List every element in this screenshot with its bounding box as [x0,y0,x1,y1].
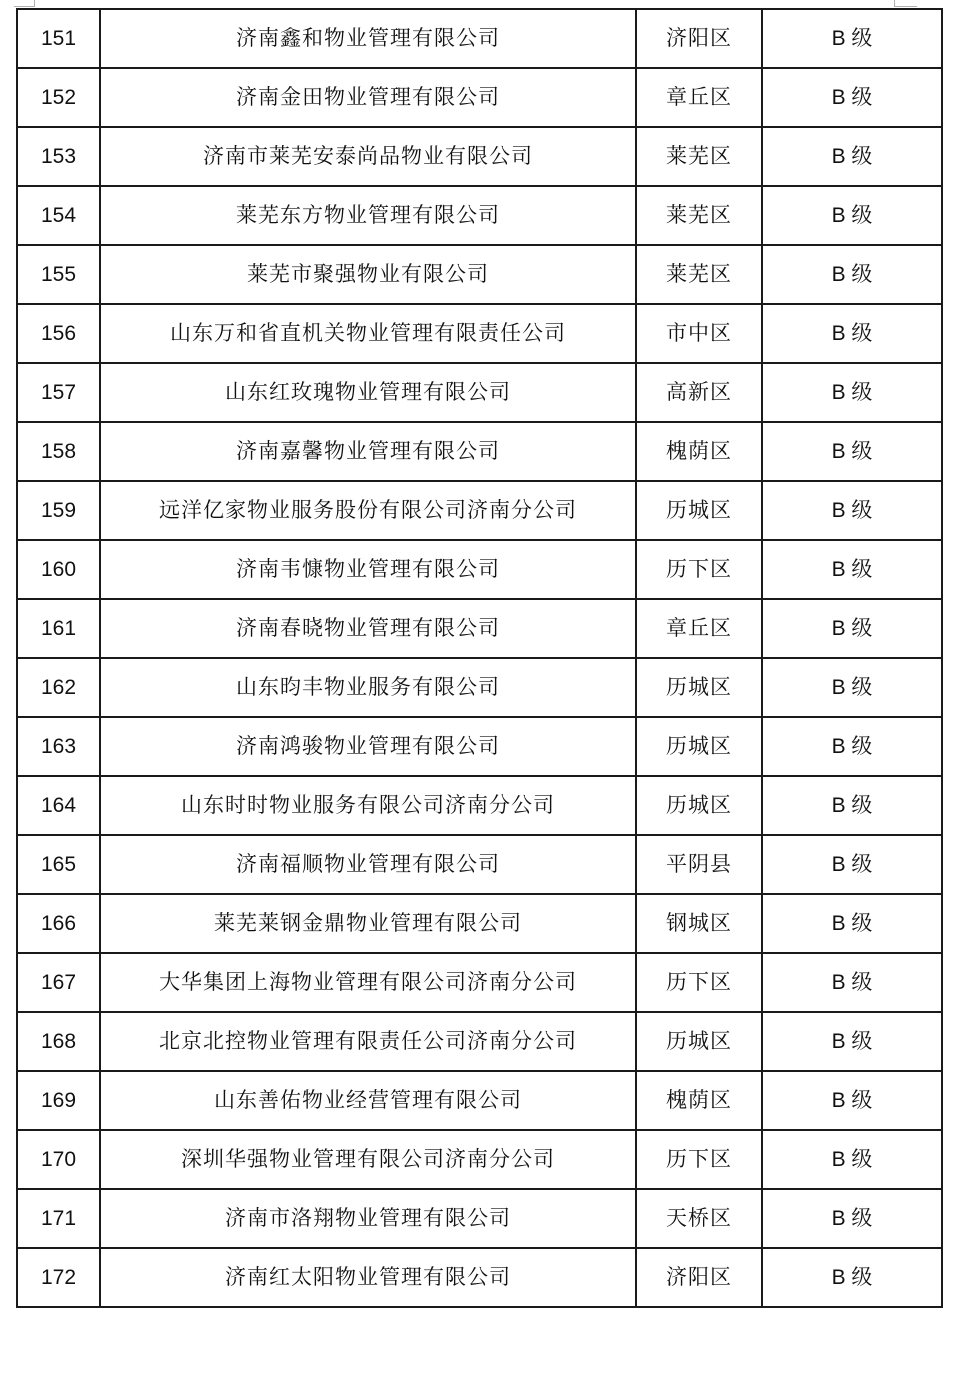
grade-cell: B 级 [762,1012,942,1071]
row-number-cell: 169 [17,1071,100,1130]
district-cell: 章丘区 [636,68,762,127]
row-number-cell: 160 [17,540,100,599]
grade-cell: B 级 [762,186,942,245]
district-cell: 槐荫区 [636,422,762,481]
table-row [17,245,942,304]
company-name-cell: 济南鸿骏物业管理有限公司 [100,717,636,776]
table-row [17,599,942,658]
row-number-cell: 156 [17,304,100,363]
table-row [17,363,942,422]
grade-cell: B 级 [762,835,942,894]
table-row [17,68,942,127]
company-name-cell: 山东红玫瑰物业管理有限公司 [100,363,636,422]
row-number-cell: 152 [17,68,100,127]
company-name-cell: 济南韦慷物业管理有限公司 [100,540,636,599]
row-number-cell: 166 [17,894,100,953]
grade-cell: B 级 [762,422,942,481]
company-name-cell: 大华集团上海物业管理有限公司济南分公司 [100,953,636,1012]
grade-cell: B 级 [762,9,942,68]
district-cell: 章丘区 [636,599,762,658]
grade-cell: B 级 [762,776,942,835]
district-cell: 济阳区 [636,1248,762,1307]
company-name-cell: 莱芜东方物业管理有限公司 [100,186,636,245]
company-name-cell: 山东万和省直机关物业管理有限责任公司 [100,304,636,363]
table-row [17,835,942,894]
grade-cell: B 级 [762,127,942,186]
table-row [17,540,942,599]
table-row [17,304,942,363]
row-number-cell: 159 [17,481,100,540]
property-company-rating-table [16,8,943,1308]
row-number-cell: 165 [17,835,100,894]
district-cell: 天桥区 [636,1189,762,1248]
crop-mark-left [14,0,35,7]
row-number-cell: 163 [17,717,100,776]
grade-cell: B 级 [762,1071,942,1130]
district-cell: 槐荫区 [636,1071,762,1130]
grade-cell: B 级 [762,1189,942,1248]
district-cell: 历城区 [636,776,762,835]
company-name-cell: 远洋亿家物业服务股份有限公司济南分公司 [100,481,636,540]
table-row [17,9,942,68]
district-cell: 历城区 [636,658,762,717]
district-cell: 历城区 [636,717,762,776]
grade-cell: B 级 [762,599,942,658]
table-row [17,953,942,1012]
company-name-cell: 莱芜市聚强物业有限公司 [100,245,636,304]
crop-mark-right [894,0,917,7]
grade-cell: B 级 [762,363,942,422]
table-row [17,481,942,540]
company-name-cell: 济南市莱芜安泰尚品物业有限公司 [100,127,636,186]
district-cell: 历下区 [636,1130,762,1189]
table-row [17,127,942,186]
company-name-cell: 济南金田物业管理有限公司 [100,68,636,127]
district-cell: 历下区 [636,953,762,1012]
district-cell: 莱芜区 [636,186,762,245]
company-name-cell: 济南春晓物业管理有限公司 [100,599,636,658]
table-row [17,717,942,776]
grade-cell: B 级 [762,540,942,599]
district-cell: 莱芜区 [636,245,762,304]
table-row [17,776,942,835]
table-row [17,1189,942,1248]
district-cell: 济阳区 [636,9,762,68]
company-name-cell: 山东善佑物业经营管理有限公司 [100,1071,636,1130]
grade-cell: B 级 [762,894,942,953]
district-cell: 高新区 [636,363,762,422]
row-number-cell: 162 [17,658,100,717]
grade-cell: B 级 [762,717,942,776]
grade-cell: B 级 [762,953,942,1012]
row-number-cell: 151 [17,9,100,68]
table-row [17,894,942,953]
table-body [17,9,942,1307]
company-name-cell: 济南红太阳物业管理有限公司 [100,1248,636,1307]
row-number-cell: 161 [17,599,100,658]
row-number-cell: 155 [17,245,100,304]
table-row [17,1248,942,1307]
grade-cell: B 级 [762,68,942,127]
company-name-cell: 深圳华强物业管理有限公司济南分公司 [100,1130,636,1189]
table-row [17,1130,942,1189]
company-name-cell: 济南福顺物业管理有限公司 [100,835,636,894]
company-name-cell: 山东昀丰物业服务有限公司 [100,658,636,717]
company-name-cell: 济南嘉馨物业管理有限公司 [100,422,636,481]
row-number-cell: 158 [17,422,100,481]
row-number-cell: 168 [17,1012,100,1071]
district-cell: 平阴县 [636,835,762,894]
district-cell: 莱芜区 [636,127,762,186]
row-number-cell: 153 [17,127,100,186]
grade-cell: B 级 [762,481,942,540]
row-number-cell: 157 [17,363,100,422]
company-name-cell: 莱芜莱钢金鼎物业管理有限公司 [100,894,636,953]
row-number-cell: 172 [17,1248,100,1307]
company-name-cell: 济南鑫和物业管理有限公司 [100,9,636,68]
district-cell: 市中区 [636,304,762,363]
grade-cell: B 级 [762,1248,942,1307]
row-number-cell: 171 [17,1189,100,1248]
table-row [17,186,942,245]
table-row [17,1071,942,1130]
grade-cell: B 级 [762,245,942,304]
district-cell: 钢城区 [636,894,762,953]
district-cell: 历下区 [636,540,762,599]
row-number-cell: 170 [17,1130,100,1189]
district-cell: 历城区 [636,1012,762,1071]
grade-cell: B 级 [762,1130,942,1189]
row-number-cell: 154 [17,186,100,245]
table-row [17,1012,942,1071]
company-name-cell: 济南市洛翔物业管理有限公司 [100,1189,636,1248]
row-number-cell: 167 [17,953,100,1012]
table-row [17,422,942,481]
company-name-cell: 北京北控物业管理有限责任公司济南分公司 [100,1012,636,1071]
grade-cell: B 级 [762,304,942,363]
row-number-cell: 164 [17,776,100,835]
table-row [17,658,942,717]
company-name-cell: 山东时时物业服务有限公司济南分公司 [100,776,636,835]
grade-cell: B 级 [762,658,942,717]
district-cell: 历城区 [636,481,762,540]
